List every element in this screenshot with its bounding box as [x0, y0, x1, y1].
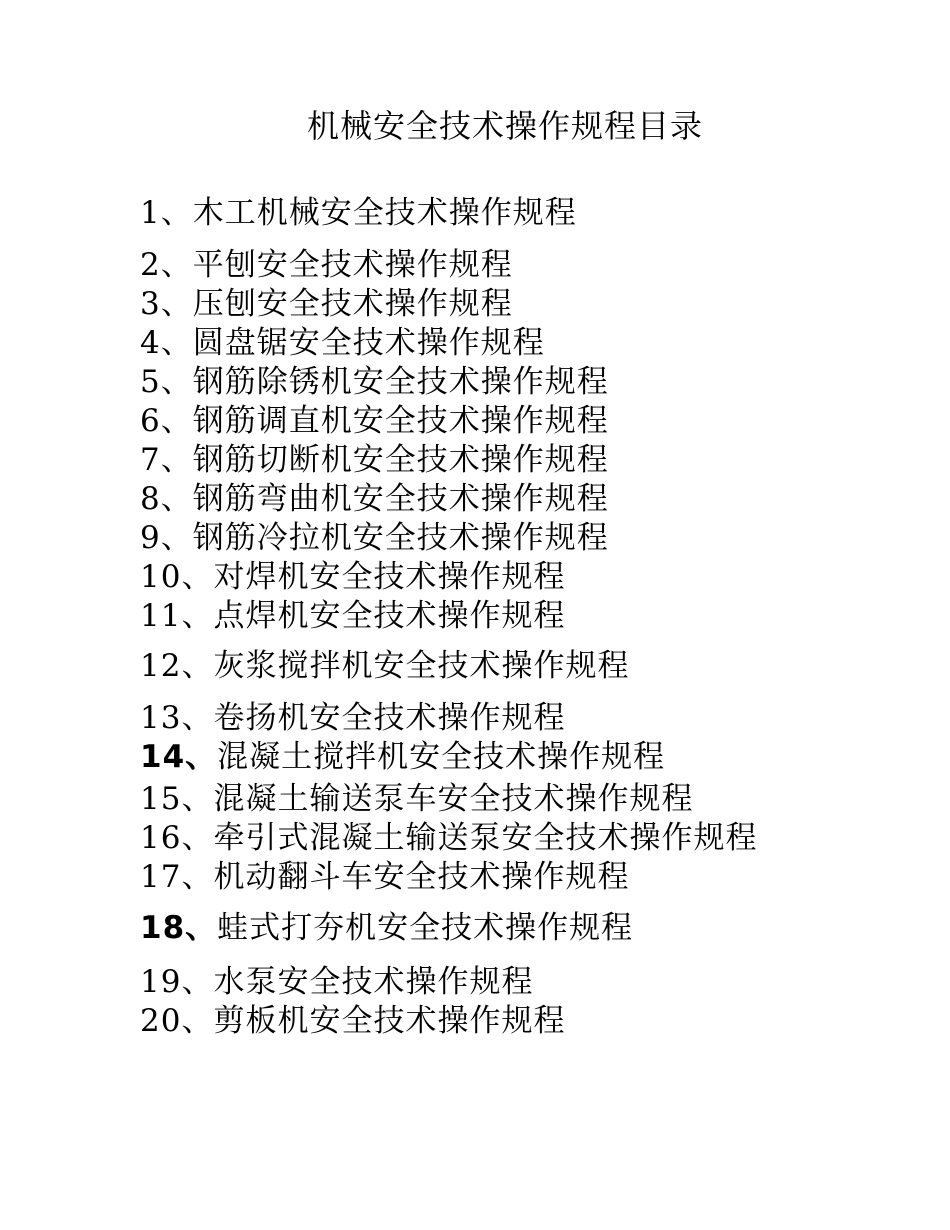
toc-item-title: 机动翻斗车安全技术操作规程 [213, 859, 630, 895]
toc-item [140, 908, 633, 948]
toc-item [140, 440, 609, 480]
toc-item-number: 16、 [140, 820, 214, 856]
toc-item-title: 平刨安全技术操作规程 [192, 247, 513, 283]
toc-item-number: 1、 [140, 195, 193, 231]
toc-item-number: 19、 [140, 964, 214, 1000]
toc-item-number: 9、 [140, 520, 193, 556]
toc-item-number: 12、 [140, 648, 214, 684]
toc-item [140, 1001, 565, 1041]
toc-item-title: 卷扬机安全技术操作规程 [213, 700, 566, 736]
toc-item-number: 10、 [140, 559, 214, 595]
toc-item-number: 11、 [140, 598, 214, 634]
toc-item [140, 962, 533, 1002]
toc-item [140, 479, 609, 519]
toc-item-title: 水泵安全技术操作规程 [213, 964, 534, 1000]
toc-item [140, 646, 629, 686]
toc-item-number: 15、 [140, 781, 214, 817]
toc-item [140, 193, 577, 233]
toc-item-title: 混凝土输送泵车安全技术操作规程 [213, 781, 694, 817]
toc-item-title: 混凝土搅拌机安全技术操作规程 [217, 739, 666, 775]
toc-item [140, 818, 757, 858]
toc-item [140, 518, 609, 558]
toc-item-title: 钢筋调直机安全技术操作规程 [192, 403, 609, 439]
toc-item-title: 钢筋切断机安全技术操作规程 [192, 442, 609, 478]
toc-item-title: 灰浆搅拌机安全技术操作规程 [213, 648, 630, 684]
toc-item-title: 对焊机安全技术操作规程 [213, 559, 566, 595]
toc-item-title: 点焊机安全技术操作规程 [213, 598, 566, 634]
document-title: 机械安全技术操作规程目录 [306, 107, 703, 145]
toc-item-number: 17、 [140, 859, 214, 895]
toc-item [140, 857, 629, 897]
toc-item [140, 362, 609, 402]
toc-item-number: 3、 [140, 286, 193, 322]
toc-item [140, 323, 545, 363]
toc-item [140, 245, 513, 285]
toc-item-number: 13、 [140, 700, 214, 736]
toc-item-title: 蛙式打夯机安全技术操作规程 [217, 910, 634, 946]
toc-item-number: 6、 [140, 403, 193, 439]
toc-item-number: 7、 [140, 442, 193, 478]
toc-item-number: 20、 [140, 1003, 214, 1039]
toc-item [140, 284, 513, 324]
toc-item-number: 8、 [140, 481, 193, 517]
toc-item-title: 圆盘锯安全技术操作规程 [192, 325, 545, 361]
toc-item-title: 钢筋冷拉机安全技术操作规程 [192, 520, 609, 556]
toc-item-number: 5、 [140, 364, 193, 400]
toc-item-number: 18、 [140, 910, 218, 946]
toc-item-number: 14、 [140, 739, 218, 775]
toc-item-title: 压刨安全技术操作规程 [192, 286, 513, 322]
toc-item [140, 401, 609, 441]
toc-item [140, 698, 565, 738]
toc-item-title: 木工机械安全技术操作规程 [192, 195, 577, 231]
toc-item-title: 牵引式混凝土输送泵安全技术操作规程 [213, 820, 758, 856]
toc-item-number: 2、 [140, 247, 193, 283]
toc-item [140, 557, 565, 597]
toc-item [140, 779, 693, 819]
toc-item-title: 剪板机安全技术操作规程 [213, 1003, 566, 1039]
toc-item [140, 737, 665, 777]
toc-item [140, 596, 565, 636]
toc-item-title: 钢筋除锈机安全技术操作规程 [192, 364, 609, 400]
toc-item-number: 4、 [140, 325, 193, 361]
toc-item-title: 钢筋弯曲机安全技术操作规程 [192, 481, 609, 517]
